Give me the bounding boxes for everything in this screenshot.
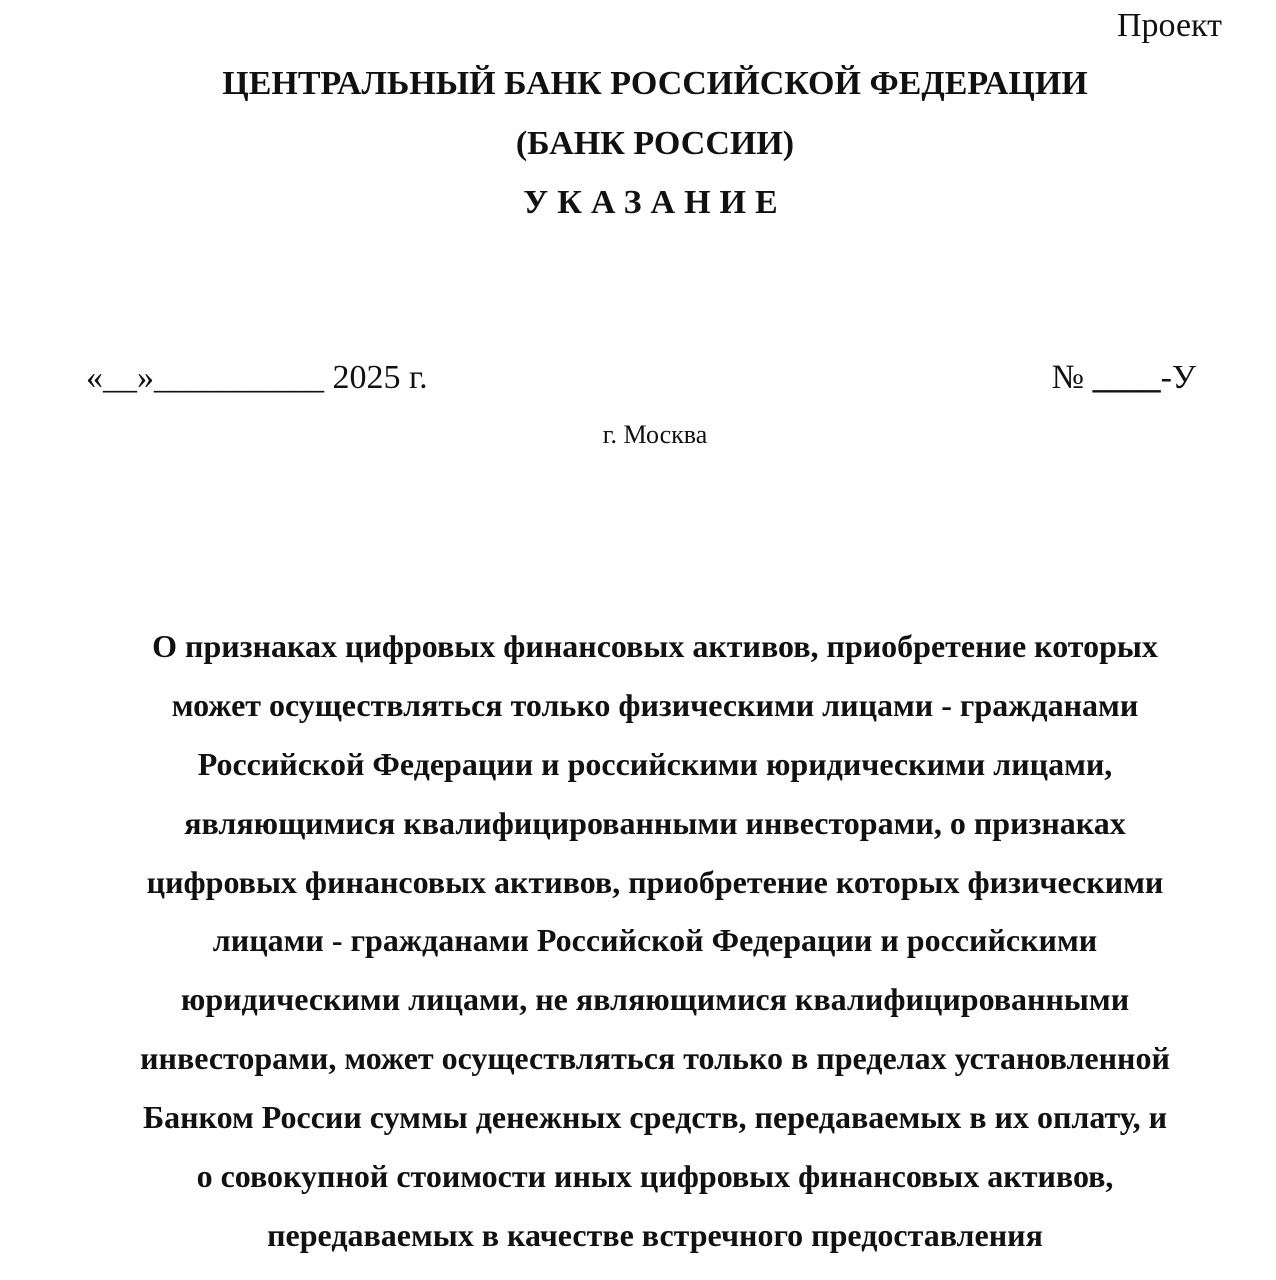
organization-name: ЦЕНТРАЛЬНЫЙ БАНК РОССИЙСКОЙ ФЕДЕРАЦИИ: [222, 65, 1088, 102]
number-suffix: -У: [1160, 359, 1196, 396]
project-mark: Проект: [1117, 7, 1222, 44]
title-line: передаваемых в качестве встречного предоставления: [267, 1216, 1043, 1253]
title-line: может осуществляться только физическими лицами - гражданами: [171, 686, 1139, 723]
title-line: инвесторами, может осуществляться только в пределах установленной: [140, 1040, 1170, 1077]
number-prefix: №: [1051, 359, 1093, 396]
document-date: «__»__________ 2025 г.: [86, 359, 428, 396]
title-line: цифровых финансовых активов, приобретение которых физическими: [146, 863, 1164, 900]
title-line: Банком России суммы денежных средств, передаваемых в их оплату, и: [142, 1099, 1168, 1136]
title-line: Российской Федерации и российскими юридическими лицами,: [197, 745, 1113, 782]
title-line: лицами - гражданами Российской Федерации и российскими: [212, 922, 1098, 959]
title-line: о совокупной стоимости иных цифровых финансовых активов,: [196, 1158, 1114, 1195]
number-blank: ____: [1092, 359, 1161, 396]
organization-short-name: (БАНК РОССИИ): [515, 125, 795, 162]
document-title: [80, 626, 1230, 1274]
document-number: [1052, 358, 1196, 398]
document-city: г. Москва: [602, 420, 708, 449]
title-line: юридическими лицами, не являющимися квалифицированными: [180, 981, 1130, 1018]
document-type: УКАЗАНИЕ: [523, 184, 787, 221]
title-line: О признаках цифровых финансовых активов, приобретение которых: [152, 628, 1158, 664]
title-line: являющимися квалифицированными инвесторами, о признаках: [184, 804, 1126, 841]
